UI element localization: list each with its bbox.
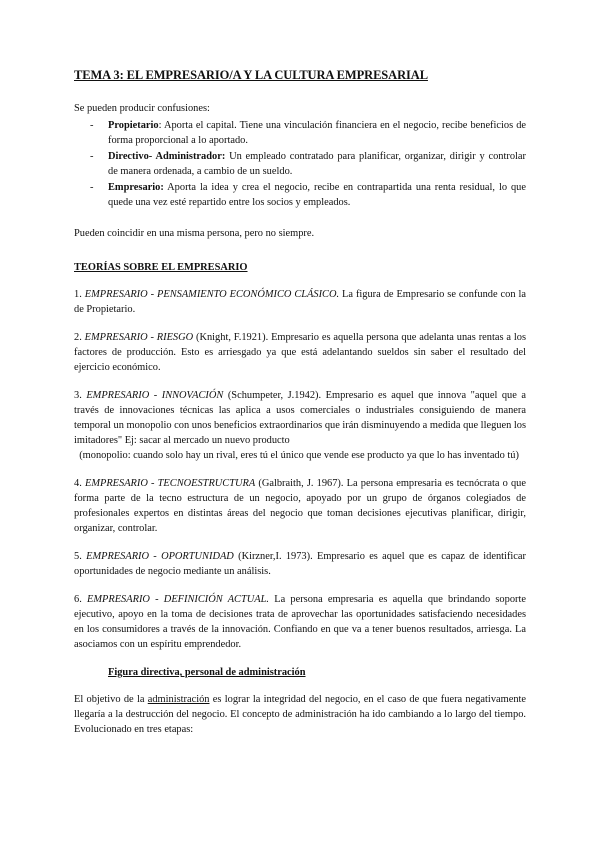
theory-text: La figura de Empresario se confunde con la de Propietario. [74,289,526,315]
theory-text: (Knight, F.1921). Empresario es aquella persona que adelanta unas rentas a los factores de producción. Esto es arriesgado ya que está adelantando sueldos sin saber el resultado del ejercicio económico. [74,332,526,373]
section-title: TEORÍAS SOBRE EL EMPRESARIO [74,262,248,273]
theory-name: EMPRESARIO - PENSAMIENTO ECONÓMICO CLÁSICO. [84,289,340,300]
theory-number: 1. [74,289,82,300]
definition-term: Propietario [108,120,159,131]
final-pre: El objetivo de la [74,694,148,705]
theory-number: 5. [74,551,82,562]
theory-number: 6. [74,594,82,605]
definition-term: Directivo- Administrador: [108,151,226,162]
theory-text: (Galbraith, J. 1967). La persona empresaria es tecnócrata o que forma parte de la tecno estructura de un negocio, apoyado por un grupo de órganos colegiados de profesionales expertos en distintas áreas del negocio que toman decisiones ejecutivas planificar, dirigir, organizar, controlar. [74,478,526,534]
theory-item [74,549,526,579]
theory-item [74,592,526,652]
theory-extra: (monopolio: cuando solo hay un rival, eres tú el único que vende ese producto ya que lo has inventado tú) [79,450,519,461]
list-dash: - [90,151,94,162]
theory-text: (Kirzner,I. 1973). Empresario es aquel que es capaz de identificar oportunidades de negocio mediante un análisis. [74,551,526,577]
definition-item-propietario [74,118,526,148]
theory-text: (Schumpeter, J.1942). Empresario es aquel que innova "aquel que a través de innovaciones técnicas las aplica a usos comerciales o industriales consiguiendo de manera temporal un monopolio con unos beneficios extraordinarios que irán disminuyendo a medida que lleguen los imitadores" Ej: sacar al mercado un nuevo producto [74,390,526,446]
definition-item-directivo [74,149,526,179]
theory-number: 4. [74,478,82,489]
document-title: TEMA 3: EL EMPRESARIO/A Y LA CULTURA EMPRESARIAL [74,68,428,82]
theory-item [74,476,526,536]
theory-number: 2. [74,332,82,343]
theory-item [74,388,526,463]
theory-name: EMPRESARIO - DEFINICIÓN ACTUAL. [87,594,269,605]
theory-number: 3. [74,390,82,401]
theory-name: EMPRESARIO - RIESGO [84,332,194,343]
theory-name: EMPRESARIO - TECNOESTRUCTURA [84,478,256,489]
definition-item-empresario [74,180,526,210]
coincide-text: Pueden coincidir en una misma persona, pero no siempre. [74,228,315,239]
intro-text: Se pueden producir confusiones: [74,103,210,114]
document-page [74,68,526,737]
theory-item [74,287,526,317]
administracion-link: administración [147,694,210,705]
theory-name: EMPRESARIO - OPORTUNIDAD [86,551,234,562]
final-paragraph [74,692,526,737]
theory-name: EMPRESARIO - INNOVACIÓN [86,390,224,401]
definition-sep: : [158,120,162,131]
subsection-title: Figura directiva, personal de administración [108,667,306,678]
final-post: es lograr la integridad del negocio, en el caso de que fuera negativamente llegaría a la destrucción del negocio. El concepto de administración ha ido cambiando a lo largo del tiempo. Evolucionado en tres etapas: [74,694,527,735]
definition-text: Un empleado contratado para planificar, organizar, dirigir y controlar de manera ordenada, a cambio de un sueldo. [108,151,526,177]
definition-text: Aporta la idea y crea el negocio, recibe en contrapartida una renta residual, lo que quede una vez esté repartido entre los socios y empleados. [108,182,526,208]
definition-term: Empresario: [108,182,164,193]
definitions-list [74,118,526,210]
list-dash: - [90,120,94,131]
list-dash: - [90,182,94,193]
theory-text: La persona empresaria es aquella que brindando soporte ejecutivo, apoyo en la toma de decisiones trata de aprovechar las oportunidades satisfaciendo necesidades en los consumidores a través de la innovación. Confiando en que va a tener buenos resultados, arriesga. La asociamos con un espíritu emprendedor. [74,594,526,650]
theory-item [74,330,526,375]
definition-text: Aporta el capital. Tiene una vinculación financiera en el negocio, recibe beneficios de forma proporcional a lo aportado. [108,120,526,146]
